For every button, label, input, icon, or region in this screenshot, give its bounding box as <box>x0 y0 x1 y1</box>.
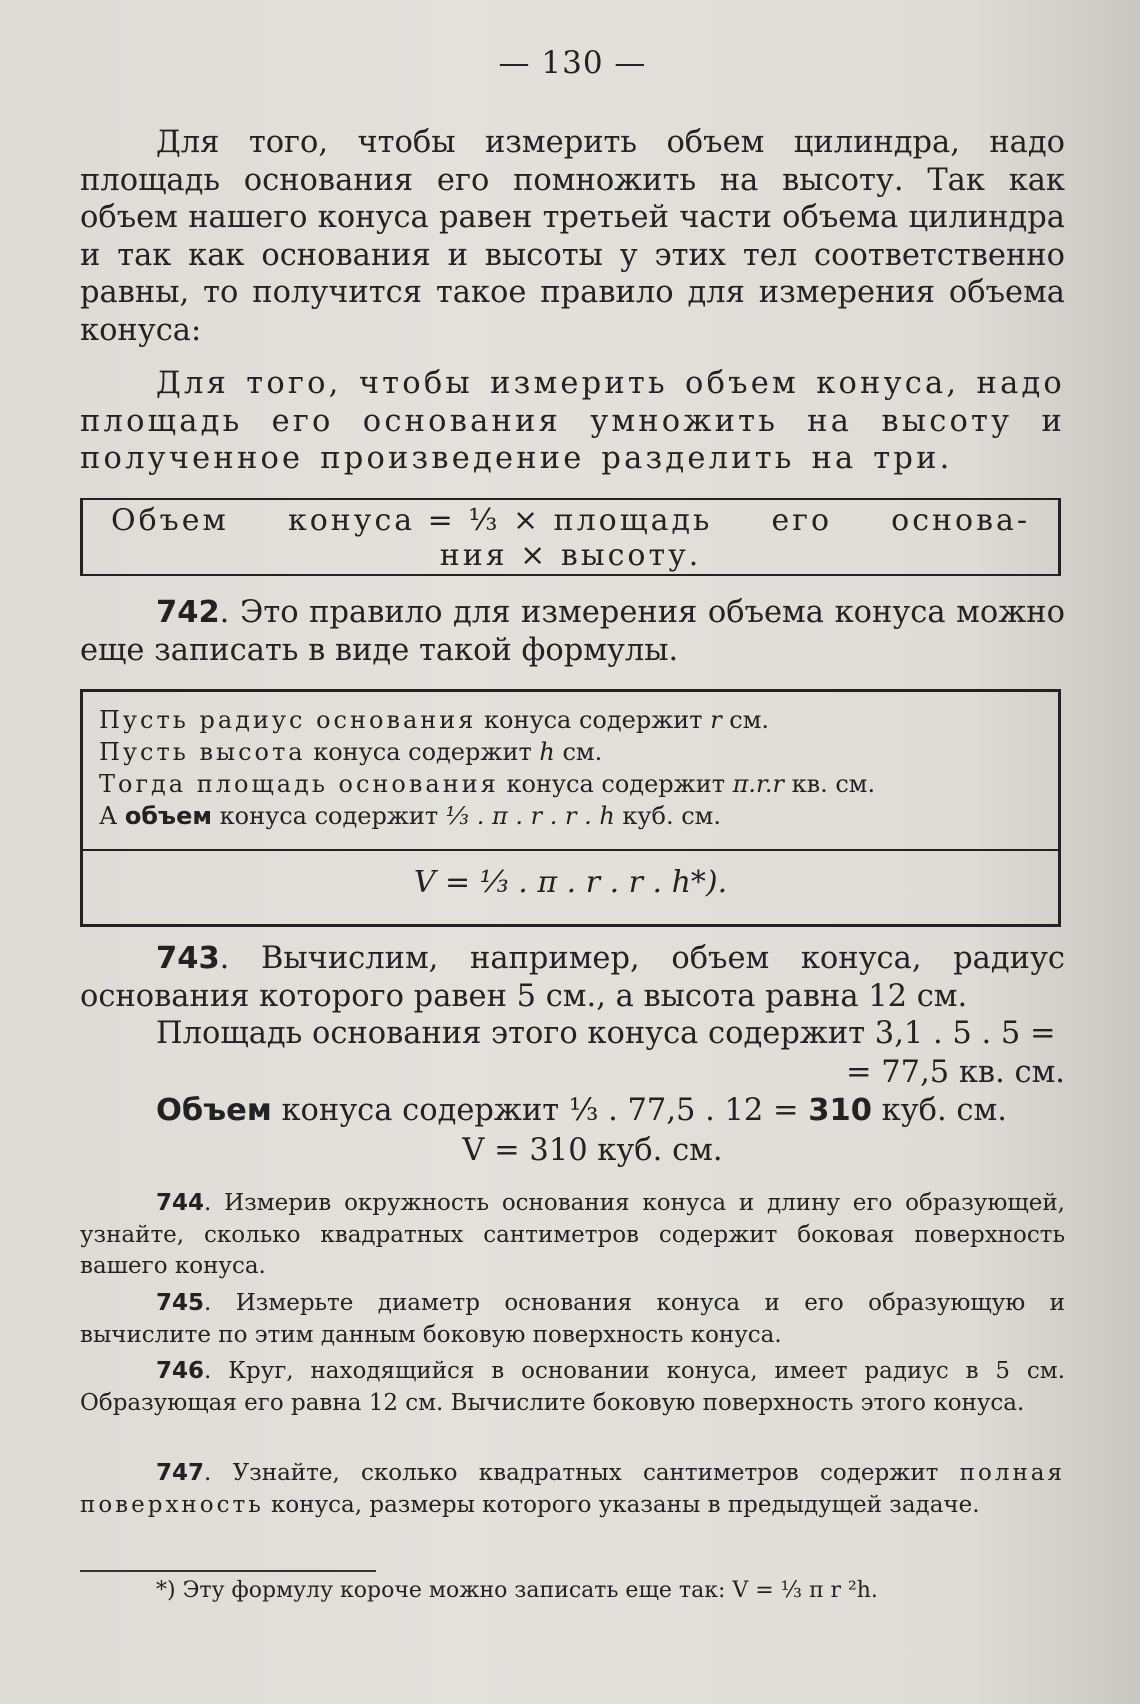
formula-box <box>80 689 1061 927</box>
section-745 <box>80 1288 1065 1351</box>
formula-separator <box>83 849 1058 851</box>
formula-var: h <box>539 738 555 766</box>
page-number: — 130 — <box>498 45 647 81</box>
formula-text: кв. см. <box>783 770 876 798</box>
formula-text: куб. см. <box>614 802 721 830</box>
rule-box-line-1 <box>111 503 1030 538</box>
paragraph-cone-rule: Для того, чтобы измерить объем конуса, надо площадь его основания умножить на высоту и полученное произведение разделить на три. <box>80 366 1065 476</box>
formula-text: конуса содержит <box>498 770 733 798</box>
volume-text: конуса содержит ⅓ . 77,5 . 12 = <box>271 1093 809 1128</box>
footnote: *) Эту формулу короче можно записать еще так: V = ⅓ π r ²h. <box>156 1578 878 1603</box>
section-742 <box>80 594 1065 669</box>
formula-var: r <box>710 706 722 734</box>
section-text: . Измерьте диаметр основания конуса и его образующую и вычислите по этим данным боковую поверхность конуса. <box>80 1290 1065 1348</box>
formula-text: Пусть радиус основания <box>99 706 477 734</box>
rule-word-4: основа- <box>891 503 1030 538</box>
section-743 <box>80 940 1065 1015</box>
formula-text: Пусть высота <box>99 738 306 766</box>
formula-var: ⅓ . π . r . r . h <box>445 802 615 830</box>
section-text: . Круг, находящийся в основании конуса, имеет радиус в 5 см. Образующая его равна 12 см. Вычислите боковую поверхность этого конуса. <box>80 1358 1065 1416</box>
section-number: 742 <box>156 595 220 630</box>
rule-box-line-2: ния × высоту. <box>439 538 702 573</box>
volume-unit: куб. см. <box>871 1093 1007 1128</box>
volume-value: 310 <box>808 1093 872 1128</box>
formula-line-area <box>99 768 1044 800</box>
section-number: 746 <box>156 1358 205 1384</box>
formula-text: Тогда площадь основания <box>99 770 499 798</box>
section-number: 743 <box>156 941 220 976</box>
formula-line-height <box>99 736 1044 768</box>
section-text: . Измерив окружность основания конуса и длину его образующей, узнайте, сколько квадратных сантиметров содержит боковая поверхность вашего конуса. <box>80 1190 1065 1279</box>
section-number: 747 <box>156 1460 205 1486</box>
rule-word-1: Объем <box>111 503 229 538</box>
formula-line-radius <box>99 704 1044 736</box>
volume-calculation <box>80 1092 1065 1130</box>
section-text: . Это правило для измерения объема конуса можно еще записать в виде такой формулы. <box>80 595 1065 668</box>
paragraph-cylinder-volume: Для того, чтобы измерить объем цилиндра, надо площадь основания его помножить на высоту. Так как объем нашего конуса равен третьей части объема цилиндра и так как основания и высоты у этих тел соответственно равны, то получится такое правило для измерения объема конуса: <box>80 125 1065 348</box>
area-calculation: Площадь основания этого конуса содержит 3,1 . 5 . 5 = <box>156 1016 1056 1051</box>
section-747 <box>80 1458 1065 1521</box>
section-746 <box>80 1356 1065 1419</box>
area-result: = 77,5 кв. см. <box>846 1055 1065 1090</box>
formula-text: конуса содержит <box>305 738 540 766</box>
section-744 <box>80 1188 1065 1283</box>
formula-box-lines <box>99 704 1044 832</box>
formula-text: см. <box>721 706 770 734</box>
formula-text: А <box>99 802 125 830</box>
formula-text: см. <box>554 738 603 766</box>
section-text: . Вычислим, например, объем конуса, радиус основания которого равен 5 см., а высота равна 12 см. <box>80 941 1065 1014</box>
section-number: 745 <box>156 1290 205 1316</box>
formula-var: π.r.r <box>732 770 784 798</box>
formula-bold: объем <box>124 802 212 830</box>
rule-box <box>80 498 1061 576</box>
volume-label: Объем <box>156 1093 272 1128</box>
footnote-rule <box>80 1570 376 1572</box>
rule-word-3: его <box>771 503 833 538</box>
section-number: 744 <box>156 1190 205 1216</box>
section-text: конуса, размеры которого указаны в предыдущей задаче. <box>263 1491 980 1518</box>
section-text-spaced: полная поверхность <box>80 1460 1065 1518</box>
rule-word-2: конуса = ⅓ × площадь <box>287 503 713 538</box>
formula-line-volume <box>99 800 1044 832</box>
volume-formula: V = ⅓ . π . r . r . h*). <box>413 865 728 900</box>
section-text: . Узнайте, сколько квадратных сантиметров содержит <box>204 1460 960 1486</box>
volume-formula-result: V = 310 куб. см. <box>462 1133 723 1168</box>
formula-text: конуса содержит <box>476 706 711 734</box>
formula-text: конуса содержит <box>212 802 446 830</box>
